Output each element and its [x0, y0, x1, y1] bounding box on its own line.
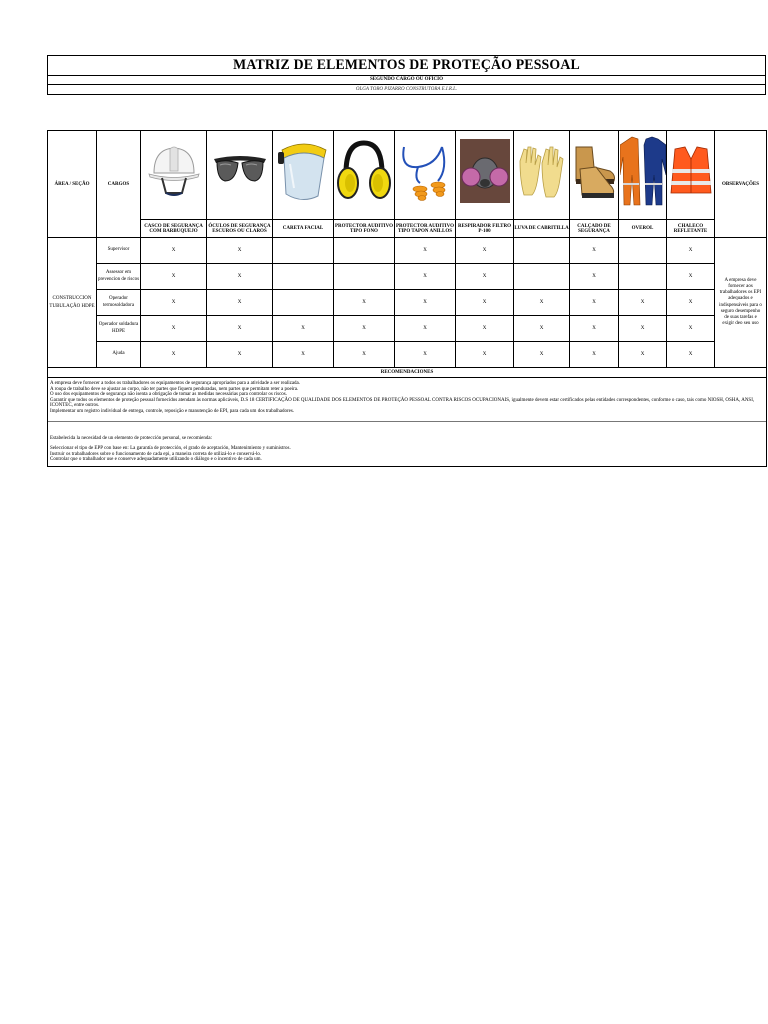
mark-cell: X — [141, 342, 207, 368]
ppe-matrix-table — [47, 130, 767, 467]
mark-cell: X — [395, 264, 456, 290]
rec-line: A roupa de trabalho deve se ajustar ao corpo, não ter partes que fiquem penduradas, nem partes que permitam reter a poeira. — [50, 386, 299, 392]
rec-line: Instruir os trabalhadores sobre o funcionamento de cada epi, a maneira correta de utilizá-lo e conservá-lo. — [50, 451, 262, 457]
table-row — [48, 316, 767, 342]
rec-line: Estabelecida la necesidad de un elemento de protección personal, se recomienda: — [50, 435, 213, 441]
earplugs-icon — [396, 139, 454, 203]
mark-cell: X — [273, 316, 334, 342]
mark-cell — [273, 264, 334, 290]
mark-cell: X — [141, 316, 207, 342]
epp-image-cell — [570, 131, 619, 220]
mark-cell: X — [570, 316, 619, 342]
mark-cell — [514, 264, 570, 290]
mark-cell — [334, 238, 395, 264]
mark-cell: X — [456, 238, 514, 264]
table-row — [48, 264, 767, 290]
mark-cell: X — [334, 342, 395, 368]
mark-cell: X — [395, 290, 456, 316]
recomendaciones-body — [48, 378, 767, 467]
title-box — [47, 55, 766, 95]
mark-cell: X — [334, 316, 395, 342]
mark-cell: X — [456, 290, 514, 316]
epp-image-cell — [334, 131, 395, 220]
respirator-icon — [460, 139, 510, 203]
rec-line: A empresa deve fornecer a todos os trabalhadores os equipamentos de segurança apropriados para a atividade a ser realizada. — [50, 381, 301, 386]
coverall-icon — [620, 135, 666, 207]
epp-image-cell — [395, 131, 456, 220]
observacao-cell: A empresa deve fornecer aos trabalhadores os EPI adequados e indispensáveis para o seguro desempenho de suas tarefas e exigir deo seu uso — [715, 238, 767, 368]
header-observacoes: OBSERVAÇÕES — [715, 131, 767, 238]
rec-line: Garantir que todos os elementos de proteção pessoal fornecidos atendam às normas aplicáveis, D.S 18 CERTIFICAÇÃO DE QUALIDADE DOS ELEMENTOS DE PROTEÇÃO PESSOAL CONTRA RISCOS OCUPACIONAIS, igualmente devem estar certificados pelas entidades correspondentes, conforme o caso, tais como NIOSH, OSHA, ANSI, ICONTEC, entre outros. — [50, 397, 755, 409]
mark-cell: X — [395, 316, 456, 342]
header-cargos: CARGOS — [97, 131, 141, 238]
cargo-cell: Operador soldadura HDPE — [97, 316, 141, 342]
epp-label: OVEROL — [619, 220, 667, 238]
company-name: OLGA TORO PIZARRO CONSTRUTORA E.I.R.L. — [48, 84, 765, 94]
mark-cell: X — [619, 316, 667, 342]
table-row — [48, 238, 767, 264]
reflective-vest-icon — [669, 143, 713, 199]
mark-cell: X — [570, 342, 619, 368]
epp-image-cell — [514, 131, 570, 220]
rec-line: Seleccionar el tipo de EPP con base en: La garantía de protección, el grado de aceptación, Mantenimiento y suministros. — [50, 446, 291, 452]
epp-label: CALÇADO DE SEGURANÇA — [570, 220, 619, 238]
mark-cell: X — [273, 342, 334, 368]
mark-cell: X — [570, 264, 619, 290]
header-area: ÁREA / SEÇÃO — [48, 131, 97, 238]
mark-cell: X — [207, 342, 273, 368]
epp-label: CASCO DE SEGURANÇA COM BARBUQUEJO — [141, 220, 207, 238]
mark-cell: X — [456, 316, 514, 342]
document-title: MATRIZ DE ELEMENTOS DE PROTEÇÃO PESSOAL — [233, 57, 580, 73]
section-divider — [48, 421, 766, 432]
mark-cell — [514, 238, 570, 264]
epp-image-cell — [141, 131, 207, 220]
mark-cell: X — [141, 238, 207, 264]
rec-line: Implementar um registro individual de entrega, controle, reposição e manutenção de EPI, para cada um dos trabalhadores. — [50, 408, 295, 414]
cargo-cell: Ajuda — [97, 342, 141, 368]
epp-label: LUVA DE CABRITILLA — [514, 220, 570, 238]
mark-cell — [619, 264, 667, 290]
mark-cell: X — [667, 316, 715, 342]
area-cell: CONSTRUCCION TUBULAÇÃO HDPE — [48, 238, 97, 368]
epp-label: RESPIRADOR FILTRO P-100 — [456, 220, 514, 238]
epp-label: PROTECTOR AUDITIVO TIPO TAPON ANILLOS — [395, 220, 456, 238]
mark-cell: X — [207, 290, 273, 316]
cargo-cell: Assessor em prevencion de riscos — [97, 264, 141, 290]
mark-cell: X — [141, 290, 207, 316]
epp-label: CHALECO REFLETANTE — [667, 220, 715, 238]
mark-cell: X — [207, 264, 273, 290]
safety-glasses-icon — [211, 149, 269, 193]
epp-image-cell — [619, 131, 667, 220]
mark-cell — [273, 238, 334, 264]
mark-cell: X — [456, 342, 514, 368]
mark-cell: X — [456, 264, 514, 290]
epp-image-cell — [207, 131, 273, 220]
mark-cell: X — [207, 316, 273, 342]
mark-cell — [334, 264, 395, 290]
mark-cell: X — [667, 290, 715, 316]
safety-boots-icon — [570, 141, 618, 201]
cargo-cell: Operador termosoldadora — [97, 290, 141, 316]
epp-label: CARETA FACIAL — [273, 220, 334, 238]
table-row — [48, 342, 767, 368]
mark-cell: X — [570, 290, 619, 316]
mark-cell: X — [395, 342, 456, 368]
mark-cell: X — [514, 290, 570, 316]
document-header — [47, 55, 766, 95]
epp-image-cell — [456, 131, 514, 220]
epp-label: PROTECTOR AUDITIVO TIPO FONO — [334, 220, 395, 238]
recomendaciones-title: RECOMENDACIONES — [48, 368, 767, 378]
mark-cell: X — [141, 264, 207, 290]
epp-label: ÓCULOS DE SEGURANÇA ESCUROS OU CLAROS — [207, 220, 273, 238]
cargo-cell: Supervisor — [97, 238, 141, 264]
face-shield-icon — [274, 136, 332, 206]
mark-cell: X — [667, 264, 715, 290]
mark-cell: X — [514, 342, 570, 368]
mark-cell: X — [570, 238, 619, 264]
epp-image-cell — [667, 131, 715, 220]
gloves-icon — [516, 141, 568, 201]
mark-cell: X — [667, 238, 715, 264]
earmuffs-icon — [336, 139, 392, 203]
table-row — [48, 290, 767, 316]
mark-cell: X — [667, 342, 715, 368]
mark-cell: X — [619, 342, 667, 368]
hard-hat-icon — [146, 141, 202, 201]
mark-cell — [619, 238, 667, 264]
document-subtitle: SEGUNDO CARGO OU OFÍCIO — [48, 75, 765, 84]
mark-cell: X — [619, 290, 667, 316]
epp-image-cell — [273, 131, 334, 220]
mark-cell: X — [207, 238, 273, 264]
mark-cell: X — [334, 290, 395, 316]
mark-cell: X — [395, 238, 456, 264]
mark-cell — [273, 290, 334, 316]
rec-line: O uso dos equipamentos de segurança não isenta a obrigação de tomar as medidas necessárias para controlar os riscos. — [50, 392, 288, 398]
mark-cell: X — [514, 316, 570, 342]
rec-line: Controlar que o trabalhador use e conserve adequadamente utilizando o diálogo e o incentivo de cada um. — [50, 457, 262, 463]
